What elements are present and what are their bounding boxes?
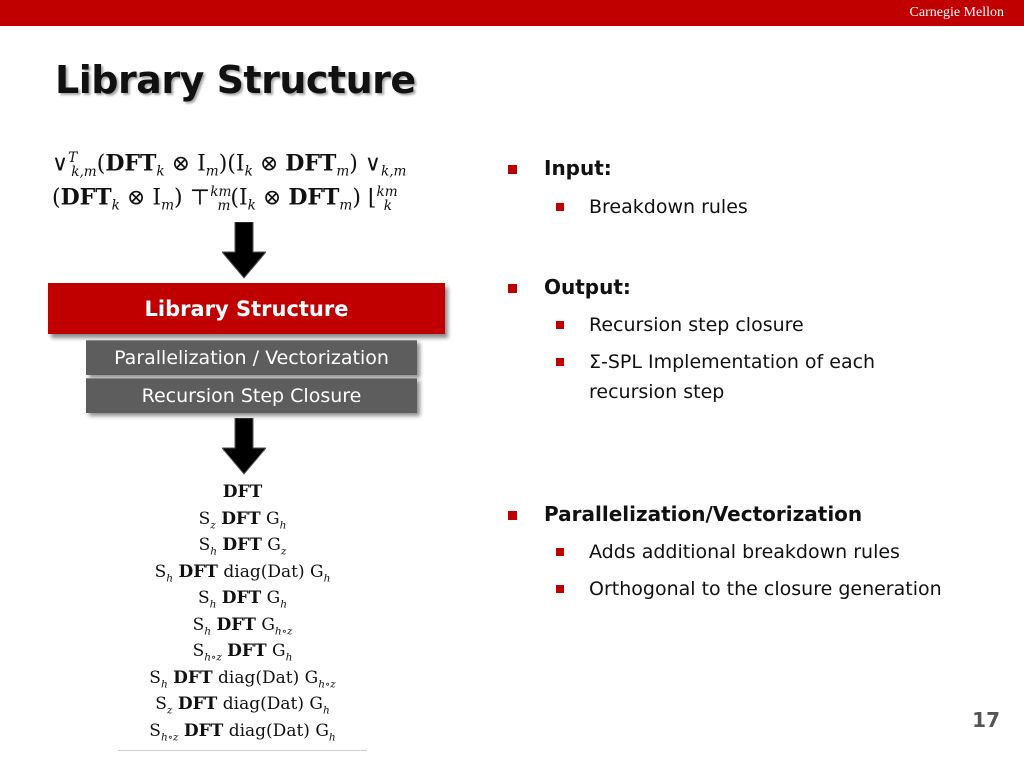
formula-line-1: $\vee^T_{k,m}(DFT_k$ ⊗ $I_m)(I_k$ ⊗ $DFT_m$) $\vee_{k,m}$ [52, 150, 407, 180]
bullet-square-icon [556, 585, 564, 593]
bullet-square-icon [508, 511, 517, 520]
recursion-steps-list [118, 480, 367, 751]
bullet-square-icon [556, 203, 564, 211]
bullet-square-icon [556, 321, 564, 329]
recursion-step: $S_z$ DFT diag(Dat) $G_h$ [155, 694, 330, 717]
page-number: 17 [972, 708, 1000, 732]
down-arrow-icon [222, 418, 266, 476]
recursion-step: $S_{h\circ z}$ DFT diag(Dat) $G_h$ [149, 721, 336, 744]
top-bar [0, 0, 1024, 26]
bullet-square-icon [556, 358, 564, 366]
bullet-square-icon [508, 165, 517, 174]
recursion-step: $S_{h\circ z}$ DFT $G_h$ [192, 641, 293, 664]
bullet-square-icon [556, 548, 564, 556]
formula-line-2: ($DFT_k$ ⊗ $I_m$) $⊤^{km}_m(I_k$ ⊗ $DFT_m$) ⌊$^{km}_k$ [52, 184, 398, 214]
recursion-step: $S_h$ DFT diag(Dat) $G_{h\circ z}$ [149, 668, 336, 691]
recursion-step: $S_h$ DFT diag(Dat) $G_h$ [154, 562, 331, 585]
recursion-step: $S_h$ DFT $G_{h\circ z}$ [192, 615, 293, 638]
down-arrow-icon [222, 222, 266, 280]
recursion-step: $S_z$ DFT $G_h$ [198, 509, 287, 532]
recursion-step: $S_h$ DFT $G_z$ [198, 535, 287, 558]
bullet-square-icon [508, 284, 517, 293]
slide-title: Library Structure [55, 58, 416, 102]
recursion-closure-box: Recursion Step Closure [86, 378, 417, 413]
parallelization-box: Parallelization / Vectorization [86, 340, 417, 375]
recursion-step: DFT [222, 482, 263, 502]
library-structure-box: Library Structure [48, 283, 445, 334]
brand-label: Carnegie Mellon [909, 5, 1004, 20]
recursion-step: $S_h$ DFT $G_h$ [197, 588, 288, 611]
